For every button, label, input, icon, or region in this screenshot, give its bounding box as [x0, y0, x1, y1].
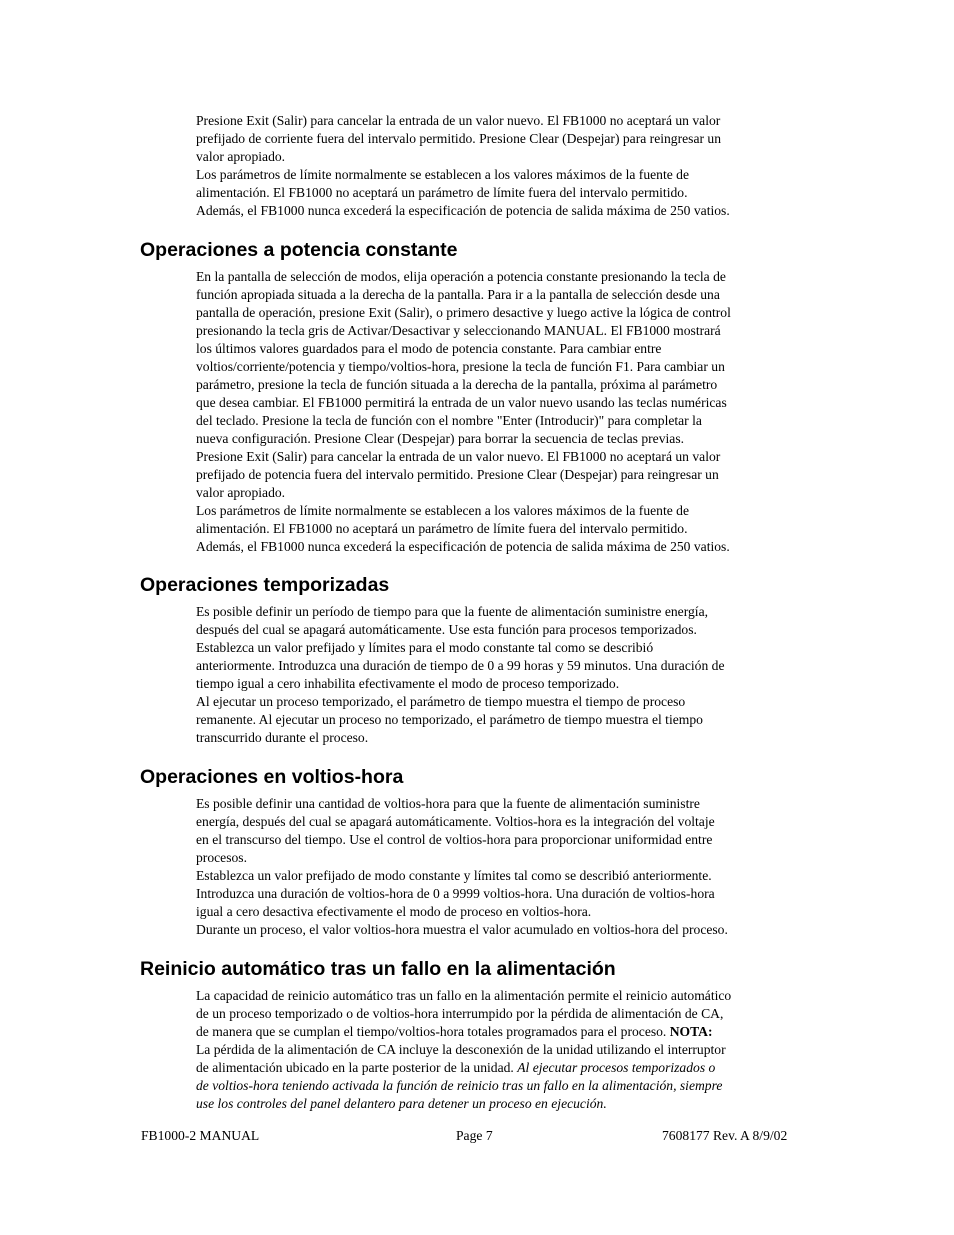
text-line: en el transcurso del tiempo. Use el control de voltios-hora para proporcionar uniformidad entre	[196, 832, 713, 847]
text-line: Establezca un valor prefijado de modo constante y límites tal como se describió anteriormente.	[196, 868, 712, 883]
constant-power-paragraph-limits	[196, 502, 816, 556]
text-line: los últimos valores guardados para el modo de potencia constante. Para cambiar entre	[196, 341, 662, 356]
text-line: valor apropiado.	[196, 485, 286, 500]
timed-operations-text	[196, 603, 816, 747]
intro-paragraph-limits	[196, 166, 816, 220]
text-line: parámetro, presione la tecla de función situada a la derecha de la pantalla, próxima al parámetro	[196, 377, 718, 392]
intro-paragraph-exit	[196, 112, 816, 166]
text-line	[196, 1023, 816, 1041]
heading-auto-restart: Reinicio automático tras un fallo en la alimentación	[140, 958, 616, 980]
text-line: alimentación. El FB1000 no aceptará un parámetro de límite fuera del intervalo permitido.	[196, 521, 688, 536]
text-line: Al ejecutar un proceso temporizado, el parámetro de tiempo muestra el tiempo de proceso	[196, 694, 686, 709]
text-line: tiempo igual a cero inhabilita efectivamente el modo de proceso temporizado.	[196, 676, 620, 691]
text-line: del teclado. Presione la tecla de función con el nombre "Enter (Introducir)" para completar la	[196, 413, 702, 428]
text-line: Introduzca una duración de voltios-hora de 0 a 9999 voltios-hora. Una duración de voltios-hora	[196, 886, 715, 901]
text-line: Los parámetros de límite normalmente se establecen a los valores máximos de la fuente de	[196, 503, 689, 518]
text-line: alimentación. El FB1000 no aceptará un parámetro de límite fuera del intervalo permitido.	[196, 185, 688, 200]
text-line: prefijado de potencia fuera del intervalo permitido. Presione Clear (Despejar) para reingresar un	[196, 467, 719, 482]
text-line: Presione Exit (Salir) para cancelar la entrada de un valor nuevo. El FB1000 no aceptará un valor	[196, 113, 721, 128]
text-line: función apropiada situada a la derecha de la pantalla. Para ir a la pantalla de selección desde una	[196, 287, 720, 302]
text-line: En la pantalla de selección de modos, elija operación a potencia constante presionando la tecla de	[196, 269, 726, 284]
text-line: La capacidad de reinicio automático tras un fallo en la alimentación permite el reinicio automático	[196, 988, 732, 1003]
auto-restart-text	[196, 987, 816, 1113]
text-line: nueva configuración. Presione Clear (Despejar) para borrar la secuencia de teclas previas.	[196, 431, 685, 446]
text-line: igual a cero desactiva efectivamente el modo de proceso en voltios-hora.	[196, 904, 592, 919]
text-line	[196, 1059, 816, 1077]
footer-revision: 7608177 Rev. A 8/9/02	[662, 1128, 788, 1143]
text-line: presionando la tecla gris de Activar/Desactivar y seleccionando MANUAL. El FB1000 mostrará	[196, 323, 721, 338]
volt-hour-paragraph-setup	[196, 867, 816, 921]
constant-power-paragraph-procedure	[196, 268, 816, 502]
text-segment: de manera que se cumplan el tiempo/voltios-hora totales programados para el proceso.	[196, 1024, 670, 1039]
warning-text-line: use los controles del panel delantero para detener un proceso en ejecución.	[196, 1096, 607, 1111]
volt-hour-paragraph-display	[196, 921, 816, 939]
text-line: Los parámetros de límite normalmente se establecen a los valores máximos de la fuente de	[196, 167, 689, 182]
text-line: Además, el FB1000 nunca excederá la especificación de potencia de salida máxima de 250 vatios.	[196, 539, 730, 554]
footer-page-number: Page 7	[456, 1128, 493, 1143]
text-line: procesos.	[196, 850, 247, 865]
warning-text: Al ejecutar procesos temporizados o	[517, 1060, 716, 1075]
text-line: La pérdida de la alimentación de CA incluye la desconexión de la unidad utilizando el interruptor	[196, 1042, 726, 1057]
text-line: prefijado de corriente fuera del intervalo permitido. Presione Clear (Despejar) para reingresar un	[196, 131, 722, 146]
volt-hour-paragraph-definition	[196, 795, 816, 867]
text-line: Es posible definir una cantidad de voltios-hora para que la fuente de alimentación suministre	[196, 796, 700, 811]
footer-manual-name: FB1000-2 MANUAL	[141, 1128, 260, 1143]
text-line: transcurrido durante el proceso.	[196, 730, 369, 745]
warning-text-line: de voltios-hora teniendo activada la función de reinicio tras un fallo en la alimentación, siempre	[196, 1078, 723, 1093]
text-line: pantalla de operación, presione Exit (Salir), o primero desactive y luego active la lógica de control	[196, 305, 731, 320]
auto-restart-paragraph	[196, 987, 816, 1113]
text-line: Durante un proceso, el valor voltios-hora muestra el valor acumulado en voltios-hora del proceso.	[196, 922, 728, 937]
volt-hour-text	[196, 795, 816, 939]
heading-constant-power: Operaciones a potencia constante	[140, 239, 458, 261]
text-line: Además, el FB1000 nunca excederá la especificación de potencia de salida máxima de 250 vatios.	[196, 203, 730, 218]
timed-paragraph-definition	[196, 603, 816, 693]
text-segment: de alimentación ubicado en la parte posterior de la unidad.	[196, 1060, 518, 1075]
text-line: energía, después del cual se apagará automáticamente. Voltios-hora es la integración del voltaje	[196, 814, 715, 829]
text-line: Presione Exit (Salir) para cancelar la entrada de un valor nuevo. El FB1000 no aceptará un valor	[196, 449, 721, 464]
text-line: de un proceso temporizado o de voltios-hora interrumpido por la pérdida de alimentación de CA,	[196, 1006, 724, 1021]
heading-volt-hour-operations: Operaciones en voltios-hora	[140, 766, 404, 788]
intro-text	[196, 112, 816, 220]
text-line: anteriormente. Introduzca una duración de tiempo de 0 a 99 horas y 59 minutos. Una duración de	[196, 658, 725, 673]
constant-power-text	[196, 268, 816, 556]
text-line: Es posible definir un período de tiempo para que la fuente de alimentación suministre energía,	[196, 604, 708, 619]
heading-timed-operations: Operaciones temporizadas	[140, 574, 390, 596]
text-line: valor apropiado.	[196, 149, 286, 164]
text-line: después del cual se apagará automáticamente. Use esta función para procesos temporizados.	[196, 622, 697, 637]
text-line: voltios/corriente/potencia y tiempo/voltios-hora, presione la tecla de función F1. Para cambiar un	[196, 359, 725, 374]
timed-paragraph-parameter	[196, 693, 816, 747]
text-line: Establezca un valor prefijado y límites para el modo constante tal como se describió	[196, 640, 654, 655]
note-label: NOTA:	[669, 1024, 713, 1039]
text-line: remanente. Al ejecutar un proceso no temporizado, el parámetro de tiempo muestra el tiempo	[196, 712, 703, 727]
text-line: que desea cambiar. El FB1000 permitirá la entrada de un valor nuevo usando las teclas numéricas	[196, 395, 727, 410]
